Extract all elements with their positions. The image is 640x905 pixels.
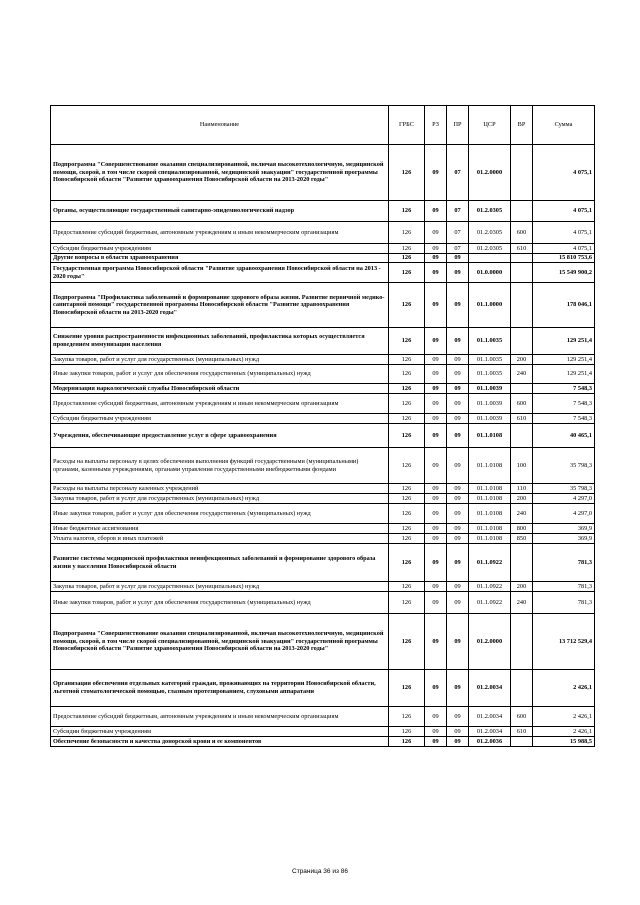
cell-vr: 800 xyxy=(511,524,533,534)
cell-sum: 15 810 753,6 xyxy=(533,254,595,263)
cell-name: Закупка товаров, работ и услуг для государственных (муниципальных) нужд xyxy=(51,355,389,365)
cell-name: Предоставление субсидий бюджетным, автономным учреждениям и иным некоммерческим организациям xyxy=(51,222,389,244)
cell-rz: 09 xyxy=(425,448,447,484)
cell-csr: 01.1.0108 xyxy=(469,494,511,504)
cell-pr: 07 xyxy=(447,145,469,201)
cell-vr: 850 xyxy=(511,534,533,544)
cell-pr: 09 xyxy=(447,737,469,747)
header-vr: ВР xyxy=(511,106,533,145)
cell-rz: 09 xyxy=(425,355,447,365)
cell-vr: 600 xyxy=(511,222,533,244)
cell-pr: 09 xyxy=(447,365,469,384)
header-pr: ПР xyxy=(447,106,469,145)
cell-vr xyxy=(511,384,533,394)
cell-grbs: 126 xyxy=(389,484,425,494)
cell-pr: 09 xyxy=(447,614,469,670)
cell-name: Уплата налогов, сборов и иных платежей xyxy=(51,534,389,544)
table-row xyxy=(51,582,595,592)
cell-sum: 15 988,5 xyxy=(533,737,595,747)
cell-name: Закупка товаров, работ и услуг для государственных (муниципальных) нужд xyxy=(51,494,389,504)
cell-name: Расходы на выплаты персоналу в целях обеспечения выполнения функций государственными (муниципальными) органами, казенными учреждениями, органами управления государственными внебюджетными фондами xyxy=(51,448,389,484)
cell-grbs: 126 xyxy=(389,582,425,592)
cell-name: Предоставление субсидий бюджетным, автономным учреждениям и иным некоммерческим организациям xyxy=(51,394,389,414)
cell-pr: 09 xyxy=(447,424,469,448)
cell-rz: 09 xyxy=(425,222,447,244)
cell-rz: 09 xyxy=(425,263,447,283)
cell-grbs: 126 xyxy=(389,727,425,737)
table-row xyxy=(51,222,595,244)
cell-vr: 240 xyxy=(511,365,533,384)
cell-grbs: 126 xyxy=(389,365,425,384)
cell-vr xyxy=(511,254,533,263)
header-sum: Сумма xyxy=(533,106,595,145)
cell-sum: 40 465,1 xyxy=(533,424,595,448)
cell-pr: 09 xyxy=(447,582,469,592)
cell-rz: 09 xyxy=(425,328,447,355)
cell-csr: 01.1.0035 xyxy=(469,355,511,365)
cell-grbs: 126 xyxy=(389,201,425,222)
cell-name: Подпрограмма "Совершенствование оказания специализированной, включая высокотехнологичную, медицинской помощи, скорой, в том числе скорой специализированной, медицинской эвакуации" государственной программы Новосибирской области "Развитие здравоохранения Новосибирской области на 2013-2020 годы" xyxy=(51,614,389,670)
cell-pr: 09 xyxy=(447,534,469,544)
cell-csr: 01.2.0034 xyxy=(469,707,511,727)
table-row xyxy=(51,384,595,394)
cell-pr: 09 xyxy=(447,448,469,484)
cell-name: Учреждения, обеспечивающие предоставление услуг в сфере здравоохранения xyxy=(51,424,389,448)
cell-sum: 35 798,3 xyxy=(533,448,595,484)
cell-pr: 09 xyxy=(447,414,469,424)
cell-csr: 01.0.0000 xyxy=(469,263,511,283)
table-row xyxy=(51,534,595,544)
cell-rz: 09 xyxy=(425,424,447,448)
table-row xyxy=(51,414,595,424)
cell-pr: 09 xyxy=(447,254,469,263)
cell-grbs: 126 xyxy=(389,504,425,524)
cell-grbs: 126 xyxy=(389,254,425,263)
cell-sum: 2 426,1 xyxy=(533,727,595,737)
cell-rz: 09 xyxy=(425,727,447,737)
cell-vr: 600 xyxy=(511,394,533,414)
cell-sum: 2 426,1 xyxy=(533,670,595,707)
table-row xyxy=(51,670,595,707)
cell-rz: 09 xyxy=(425,670,447,707)
table-row xyxy=(51,504,595,524)
cell-pr: 09 xyxy=(447,355,469,365)
cell-rz: 09 xyxy=(425,544,447,582)
table-row xyxy=(51,727,595,737)
table-body xyxy=(51,145,595,747)
cell-rz: 09 xyxy=(425,414,447,424)
cell-vr: 200 xyxy=(511,582,533,592)
cell-grbs: 126 xyxy=(389,145,425,201)
cell-csr: 01.2.0036 xyxy=(469,737,511,747)
cell-csr: 01.2.0305 xyxy=(469,244,511,254)
cell-rz: 09 xyxy=(425,494,447,504)
cell-pr: 09 xyxy=(447,384,469,394)
cell-csr: 01.2.0000 xyxy=(469,614,511,670)
cell-vr xyxy=(511,328,533,355)
cell-grbs: 126 xyxy=(389,414,425,424)
table-row xyxy=(51,592,595,614)
cell-csr: 01.2.0034 xyxy=(469,727,511,737)
cell-pr: 09 xyxy=(447,544,469,582)
cell-sum: 2 426,1 xyxy=(533,707,595,727)
cell-rz: 09 xyxy=(425,283,447,328)
cell-vr: 200 xyxy=(511,494,533,504)
page-footer: Страница 36 из 86 xyxy=(292,868,348,875)
cell-vr: 240 xyxy=(511,592,533,614)
cell-name: Снижение уровня распространенности инфекционных заболеваний, профилактика которых осуществляется проведением иммунизации населения xyxy=(51,328,389,355)
cell-vr: 610 xyxy=(511,414,533,424)
cell-name: Модернизация наркологической службы Новосибирской области xyxy=(51,384,389,394)
cell-sum: 4 075,1 xyxy=(533,145,595,201)
header-name: Наименование xyxy=(51,106,389,145)
cell-sum: 4 297,0 xyxy=(533,494,595,504)
cell-rz: 09 xyxy=(425,394,447,414)
cell-vr: 110 xyxy=(511,484,533,494)
cell-vr xyxy=(511,670,533,707)
cell-sum: 781,3 xyxy=(533,592,595,614)
cell-rz: 09 xyxy=(425,365,447,384)
cell-sum: 129 251,4 xyxy=(533,328,595,355)
table-row xyxy=(51,328,595,355)
table-row xyxy=(51,737,595,747)
cell-rz: 09 xyxy=(425,201,447,222)
table-row xyxy=(51,484,595,494)
cell-vr: 100 xyxy=(511,448,533,484)
cell-grbs: 126 xyxy=(389,737,425,747)
cell-rz: 09 xyxy=(425,592,447,614)
cell-sum: 7 548,3 xyxy=(533,394,595,414)
cell-grbs: 126 xyxy=(389,222,425,244)
cell-rz: 09 xyxy=(425,534,447,544)
cell-sum: 7 548,3 xyxy=(533,384,595,394)
cell-grbs: 126 xyxy=(389,244,425,254)
cell-pr: 07 xyxy=(447,222,469,244)
cell-grbs: 126 xyxy=(389,707,425,727)
cell-csr: 01.1.0108 xyxy=(469,504,511,524)
cell-name: Предоставление субсидий бюджетным, автономным учреждениям и иным некоммерческим организациям xyxy=(51,707,389,727)
cell-name: Субсидии бюджетным учреждениям xyxy=(51,414,389,424)
cell-vr: 610 xyxy=(511,244,533,254)
cell-grbs: 126 xyxy=(389,544,425,582)
budget-table xyxy=(50,105,595,747)
cell-csr: 01.2.0034 xyxy=(469,670,511,707)
table-row xyxy=(51,707,595,727)
cell-rz: 09 xyxy=(425,614,447,670)
cell-grbs: 126 xyxy=(389,524,425,534)
cell-vr xyxy=(511,201,533,222)
cell-sum: 4 075,1 xyxy=(533,201,595,222)
cell-grbs: 126 xyxy=(389,592,425,614)
cell-grbs: 126 xyxy=(389,328,425,355)
cell-csr: 01.1.0000 xyxy=(469,283,511,328)
header-csr: ЦСР xyxy=(469,106,511,145)
cell-csr: 01.1.0039 xyxy=(469,394,511,414)
table-row xyxy=(51,244,595,254)
cell-csr: 01.2.0000 xyxy=(469,145,511,201)
table-row xyxy=(51,263,595,283)
cell-csr: 01.1.0108 xyxy=(469,534,511,544)
cell-sum: 35 798,3 xyxy=(533,484,595,494)
cell-grbs: 126 xyxy=(389,384,425,394)
cell-csr: 01.1.0035 xyxy=(469,328,511,355)
cell-pr: 09 xyxy=(447,727,469,737)
cell-grbs: 126 xyxy=(389,494,425,504)
cell-sum: 129 251,4 xyxy=(533,355,595,365)
cell-csr: 01.1.0108 xyxy=(469,448,511,484)
cell-pr: 09 xyxy=(447,707,469,727)
cell-grbs: 126 xyxy=(389,670,425,707)
cell-sum: 369,9 xyxy=(533,534,595,544)
cell-grbs: 126 xyxy=(389,283,425,328)
table-row xyxy=(51,394,595,414)
cell-name: Субсидии бюджетным учреждениям xyxy=(51,727,389,737)
header-grbs: ГРБС xyxy=(389,106,425,145)
cell-sum: 129 251,4 xyxy=(533,365,595,384)
cell-name: Другие вопросы в области здравоохранения xyxy=(51,254,389,263)
cell-pr: 09 xyxy=(447,283,469,328)
cell-pr: 07 xyxy=(447,201,469,222)
cell-name: Подпрограмма "Совершенствование оказания специализированной, включая высокотехнологичную, медицинской помощи, скорой, в том числе скорой специализированной, медицинской эвакуации" государственной программы Новосибирской области "Развитие здравоохранения Новосибирской области на 2013-2020 годы" xyxy=(51,145,389,201)
cell-csr: 01.2.0305 xyxy=(469,222,511,244)
table-row xyxy=(51,201,595,222)
table-row xyxy=(51,283,595,328)
cell-vr xyxy=(511,263,533,283)
cell-csr: 01.1.0108 xyxy=(469,424,511,448)
table-row xyxy=(51,614,595,670)
cell-vr xyxy=(511,424,533,448)
cell-pr: 09 xyxy=(447,484,469,494)
cell-rz: 09 xyxy=(425,254,447,263)
cell-rz: 09 xyxy=(425,244,447,254)
cell-sum: 4 075,1 xyxy=(533,222,595,244)
cell-name: Иные бюджетные ассигнования xyxy=(51,524,389,534)
cell-grbs: 126 xyxy=(389,263,425,283)
cell-csr: 01.1.0039 xyxy=(469,414,511,424)
cell-pr: 09 xyxy=(447,524,469,534)
cell-sum: 4 075,1 xyxy=(533,244,595,254)
cell-csr: 01.1.0108 xyxy=(469,524,511,534)
cell-rz: 09 xyxy=(425,737,447,747)
cell-name: Закупка товаров, работ и услуг для государственных (муниципальных) нужд xyxy=(51,582,389,592)
cell-csr: 01.1.0922 xyxy=(469,544,511,582)
cell-pr: 09 xyxy=(447,263,469,283)
cell-sum: 4 297,0 xyxy=(533,504,595,524)
cell-sum: 13 712 529,4 xyxy=(533,614,595,670)
cell-csr: 01.1.0039 xyxy=(469,384,511,394)
cell-csr: 01.2.0305 xyxy=(469,201,511,222)
cell-csr: 01.1.0035 xyxy=(469,365,511,384)
cell-rz: 09 xyxy=(425,504,447,524)
cell-vr xyxy=(511,145,533,201)
table-row xyxy=(51,424,595,448)
cell-vr xyxy=(511,283,533,328)
cell-vr xyxy=(511,544,533,582)
header-rz: РЗ xyxy=(425,106,447,145)
cell-pr: 09 xyxy=(447,592,469,614)
cell-name: Государственная программа Новосибирской области "Развитие здравоохранения Новосибирской области на 2013 - 2020 годы" xyxy=(51,263,389,283)
budget-table-container xyxy=(50,105,594,747)
cell-name: Иные закупки товаров, работ и услуг для обеспечения государственных (муниципальных) нужд xyxy=(51,365,389,384)
cell-vr xyxy=(511,737,533,747)
cell-rz: 09 xyxy=(425,582,447,592)
cell-grbs: 126 xyxy=(389,355,425,365)
cell-csr xyxy=(469,254,511,263)
table-row xyxy=(51,355,595,365)
cell-vr: 240 xyxy=(511,504,533,524)
cell-grbs: 126 xyxy=(389,424,425,448)
cell-rz: 09 xyxy=(425,484,447,494)
cell-sum: 15 549 900,2 xyxy=(533,263,595,283)
cell-name: Подпрограмма "Профилактика заболеваний и формирование здорового образа жизни. Развитие первичной медико-санитарной помощи" государственной программы Новосибирской области "Развитие здравоохранения Новосибирской области на 2013-2020 годы" xyxy=(51,283,389,328)
cell-grbs: 126 xyxy=(389,614,425,670)
table-header-row xyxy=(51,106,595,145)
cell-rz: 09 xyxy=(425,707,447,727)
cell-sum: 7 548,3 xyxy=(533,414,595,424)
cell-pr: 07 xyxy=(447,244,469,254)
cell-pr: 09 xyxy=(447,670,469,707)
table-row xyxy=(51,365,595,384)
cell-pr: 09 xyxy=(447,394,469,414)
cell-name: Органы, осуществляющие государственный санитарно-эпидемиологический надзор xyxy=(51,201,389,222)
cell-sum: 369,9 xyxy=(533,524,595,534)
table-row xyxy=(51,448,595,484)
cell-grbs: 126 xyxy=(389,448,425,484)
cell-name: Иные закупки товаров, работ и услуг для обеспечения государственных (муниципальных) нужд xyxy=(51,592,389,614)
cell-name: Развитие системы медицинской профилактики неинфекционных заболеваний и формирование здорового образа жизни у населения Новосибирской области xyxy=(51,544,389,582)
cell-csr: 01.1.0922 xyxy=(469,592,511,614)
cell-grbs: 126 xyxy=(389,534,425,544)
cell-rz: 09 xyxy=(425,384,447,394)
cell-rz: 09 xyxy=(425,524,447,534)
cell-name: Обеспечение безопасности и качества донорской крови и ее компонентов xyxy=(51,737,389,747)
cell-name: Субсидии бюджетным учреждениям xyxy=(51,244,389,254)
cell-name: Иные закупки товаров, работ и услуг для обеспечения государственных (муниципальных) нужд xyxy=(51,504,389,524)
cell-pr: 09 xyxy=(447,504,469,524)
cell-sum: 781,3 xyxy=(533,544,595,582)
cell-csr: 01.1.0922 xyxy=(469,582,511,592)
cell-name: Расходы на выплаты персоналу казенных учреждений xyxy=(51,484,389,494)
cell-vr: 200 xyxy=(511,355,533,365)
cell-pr: 09 xyxy=(447,494,469,504)
table-row xyxy=(51,145,595,201)
table-row xyxy=(51,254,595,263)
cell-sum: 178 046,1 xyxy=(533,283,595,328)
cell-grbs: 126 xyxy=(389,394,425,414)
table-row xyxy=(51,494,595,504)
cell-csr: 01.1.0108 xyxy=(469,484,511,494)
cell-vr xyxy=(511,614,533,670)
table-row xyxy=(51,544,595,582)
cell-sum: 781,3 xyxy=(533,582,595,592)
cell-vr: 610 xyxy=(511,727,533,737)
table-row xyxy=(51,524,595,534)
cell-rz: 09 xyxy=(425,145,447,201)
cell-name: Организация обеспечения отдельных категорий граждан, проживающих на территории Новосибирской области, льготной стоматологической помощью, глазным протезированием, слуховыми аппаратами xyxy=(51,670,389,707)
cell-pr: 09 xyxy=(447,328,469,355)
cell-vr: 600 xyxy=(511,707,533,727)
